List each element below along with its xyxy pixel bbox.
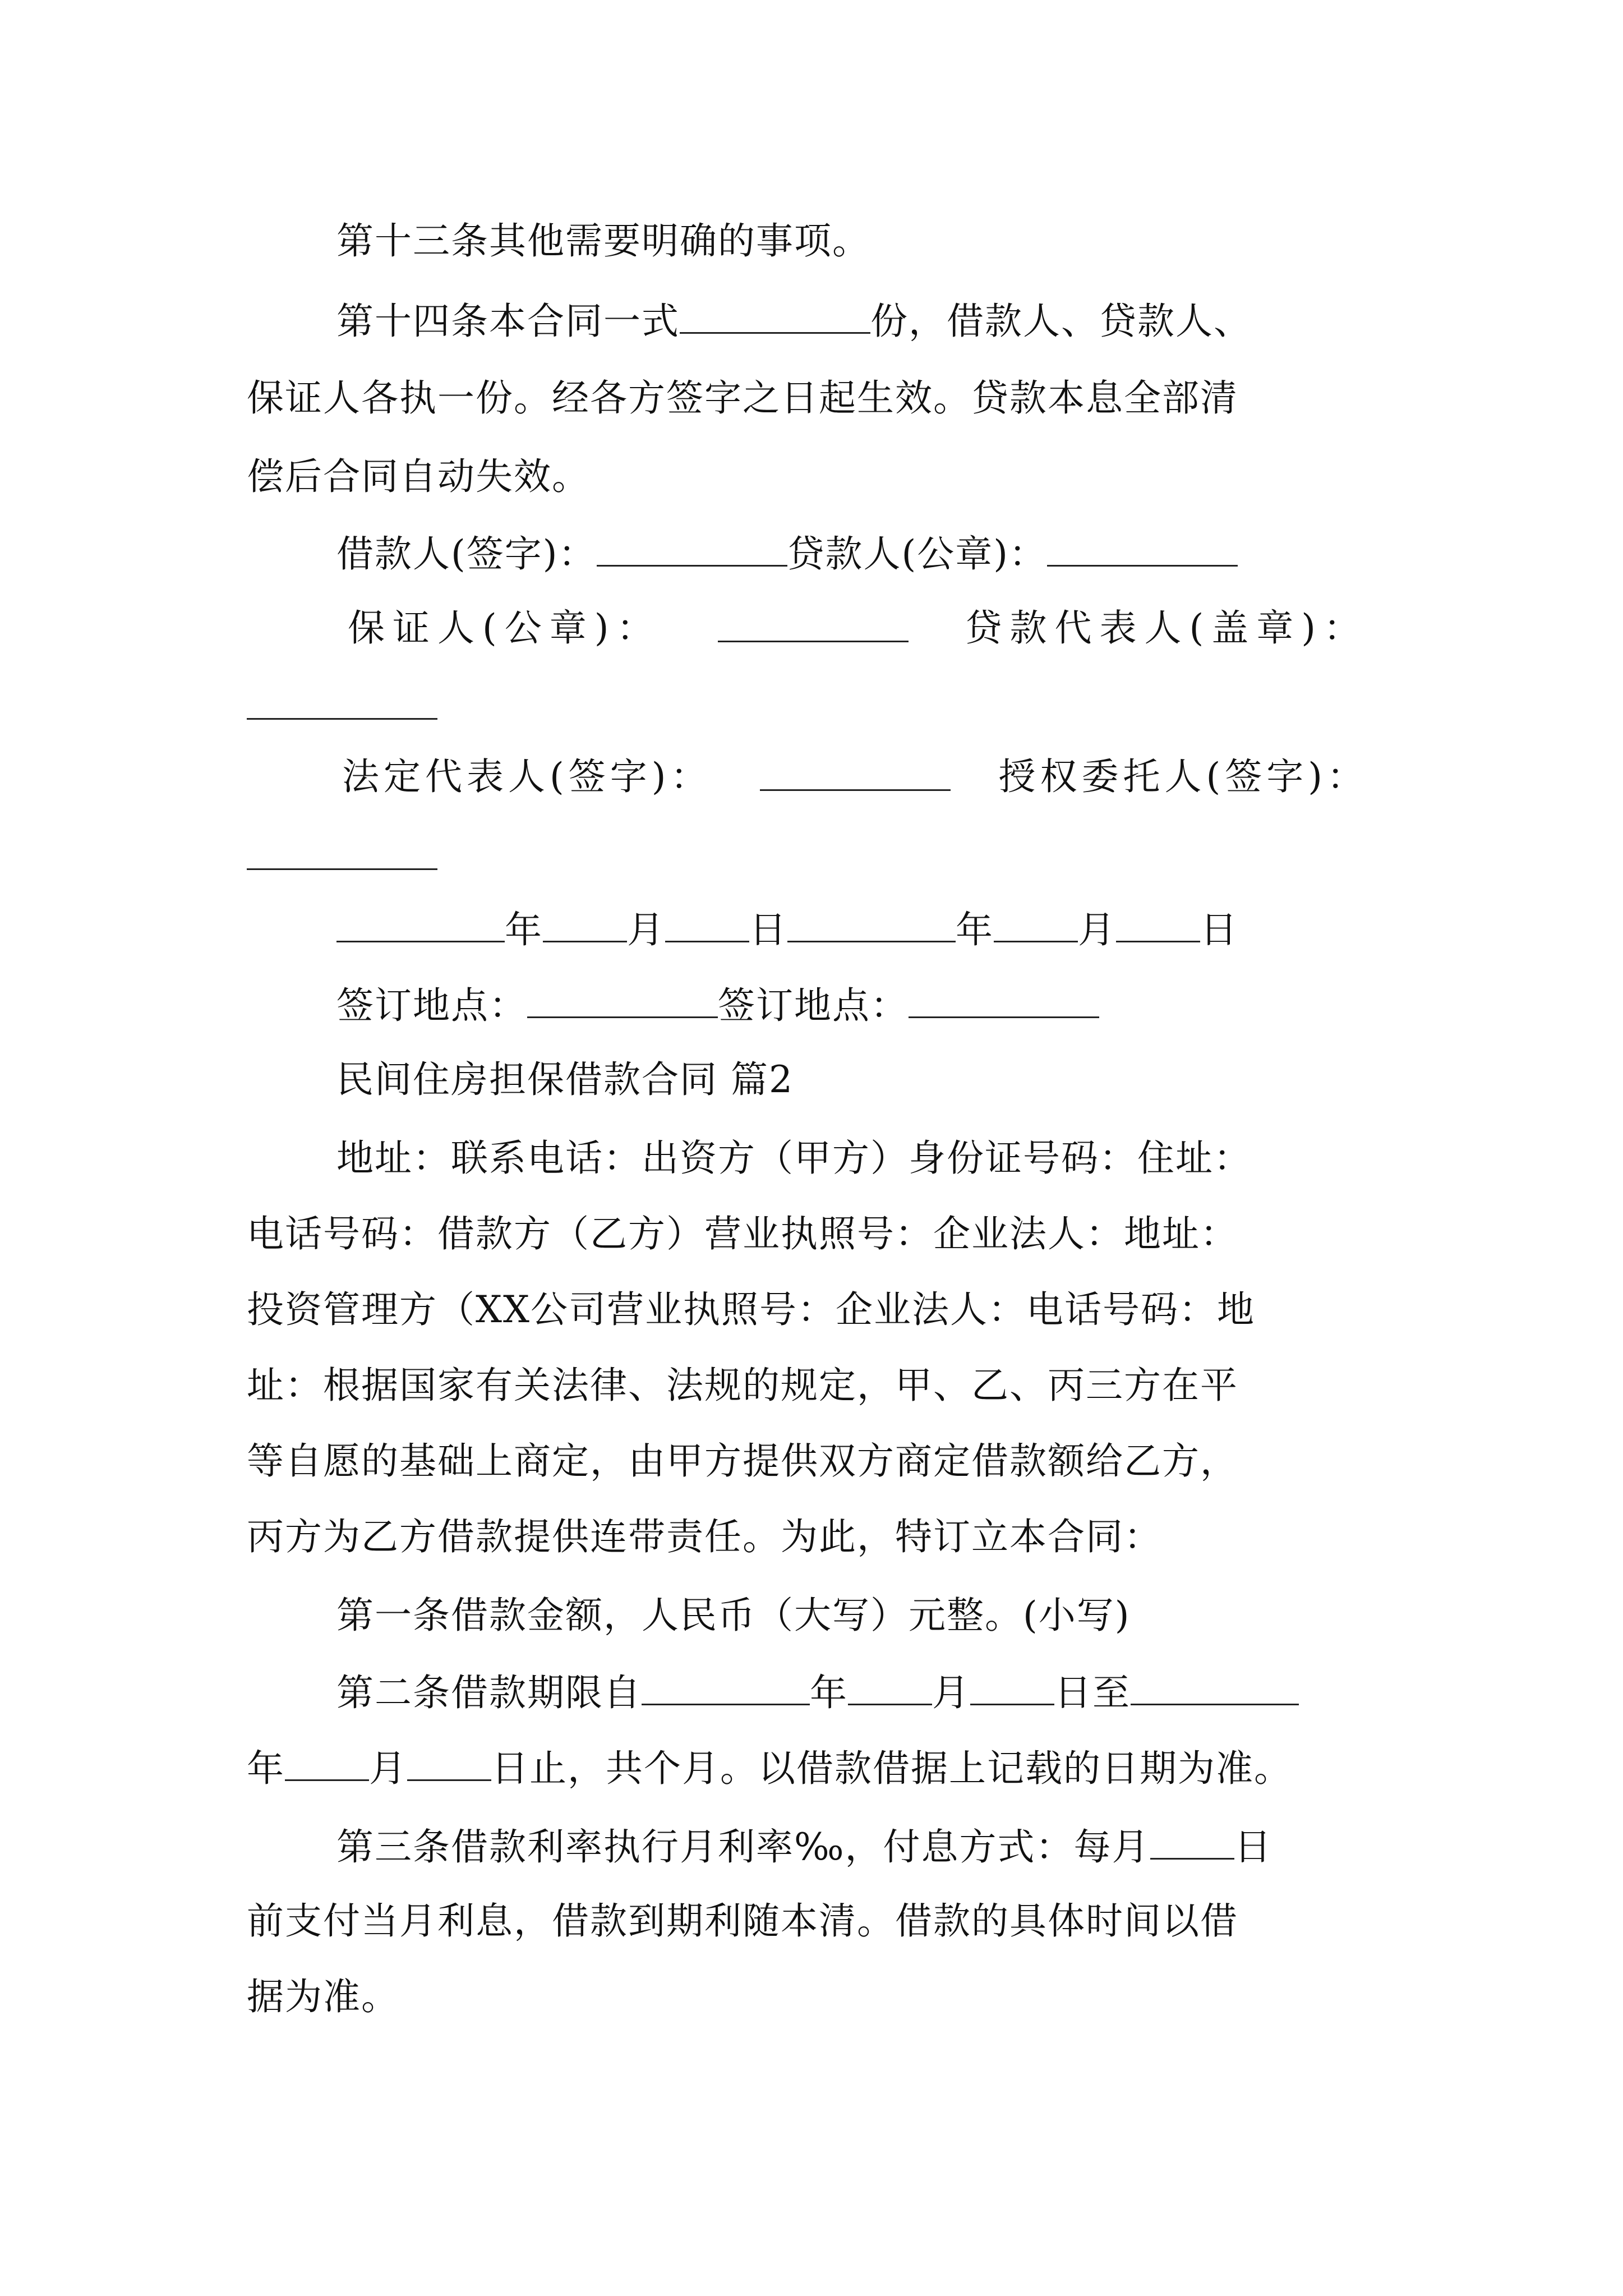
authorized-agent-blank[interactable] <box>247 868 437 870</box>
clause-14 <box>336 297 1402 344</box>
parties-text-2: 电话号码：借款方（乙方）营业执照号：企业法人：地址： <box>247 1212 1238 1255</box>
parties-text-1: 地址：联系电话：出资方（甲方）身份证号码：住址： <box>336 1137 1252 1180</box>
clause-2 <box>336 1669 1402 1715</box>
term-end-year-label: 年 <box>247 1747 285 1790</box>
clause-3-text-c: 前支付当月利息，借款到期利随本清。借款的具体时间以借 <box>247 1899 1238 1943</box>
signing-place-blank-2[interactable] <box>909 982 1099 1018</box>
legal-rep-blank[interactable] <box>760 754 951 791</box>
date-month-blank-2[interactable] <box>994 906 1078 942</box>
clause-14-line-3: 保证人各执一份。经各方签字之日起生效。贷款本息全部清 <box>247 376 1238 420</box>
lender-rep-blank[interactable] <box>247 718 437 720</box>
term-start-month-blank[interactable] <box>848 1669 932 1705</box>
clause-3-end <box>247 1975 1396 2019</box>
clause-14-text-a: 第十四条本合同一式 <box>336 300 680 343</box>
clause-1 <box>336 1593 1402 1638</box>
parties-line-1 <box>336 1136 1402 1181</box>
term-end-month-blank[interactable] <box>285 1745 369 1781</box>
preamble-text-3: 丙方为乙方借款提供连带责任。为此，特订立本合同： <box>247 1515 1162 1558</box>
clause-3-continued <box>247 1899 1396 1944</box>
date-month-blank-1[interactable] <box>543 906 627 942</box>
lender-seal-blank[interactable] <box>1047 530 1238 567</box>
clause-2-text-c: 日止，共个月。以借款借据上记载的日期为准。 <box>491 1747 1292 1790</box>
date-day-blank-2[interactable] <box>1116 906 1200 942</box>
borrower-sign-label: 借款人(签字)： <box>336 532 597 576</box>
date-row <box>336 906 1402 953</box>
clause-14-text-b: 份，借款人、贷款人、 <box>870 300 1252 343</box>
authorized-agent-label: 授权委托人(签字)： <box>998 755 1368 798</box>
legal-rep-label: 法定代表人(签字)： <box>342 755 712 798</box>
preamble-text-1: 址：根据国家有关法律、法规的规定，甲、乙、丙三方在平 <box>247 1364 1238 1407</box>
clause-1-text: 第一条借款金额，人民币（大写）元整。(小写) <box>336 1594 1131 1637</box>
section-heading <box>336 1057 1402 1102</box>
lender-rep-label: 贷款代表人(盖章)： <box>965 606 1368 650</box>
clause-14-end <box>247 454 1396 499</box>
signature-row-3 <box>342 754 1368 799</box>
clause-13 <box>336 219 1402 264</box>
parties-text-3: 投资管理方（XX公司营业执照号：企业法人：电话号码：地 <box>247 1288 1255 1331</box>
signing-place-label-2: 签订地点： <box>718 984 909 1027</box>
preamble-line-3 <box>247 1515 1396 1559</box>
clause-2-continued <box>247 1745 1396 1791</box>
signing-place-blank-1[interactable] <box>527 982 718 1018</box>
guarantor-seal-blank[interactable] <box>718 606 909 642</box>
copies-blank[interactable] <box>680 297 870 334</box>
term-start-day-blank[interactable] <box>970 1669 1054 1705</box>
date-year-label-2: 年 <box>956 908 994 951</box>
clause-3 <box>336 1823 1402 1870</box>
clause-2-text-a: 第二条借款期限自 <box>336 1671 642 1714</box>
clause-3-text-a: 第三条借款利率执行月利率‰，付息方式：每月 <box>336 1825 1150 1869</box>
section-heading-text: 民间住房担保借款合同 篇2 <box>336 1058 794 1101</box>
signing-place-row <box>336 982 1402 1028</box>
borrower-sign-blank[interactable] <box>597 530 787 567</box>
clause-13-text: 第十三条其他需要明确的事项。 <box>336 219 870 263</box>
clause-3-text-d: 据为准。 <box>247 1975 399 2018</box>
date-month-label-2: 月 <box>1078 908 1116 951</box>
guarantor-seal-label: 保证人(公章)： <box>348 606 662 650</box>
term-start-year-blank[interactable] <box>642 1669 810 1705</box>
term-end-day-blank[interactable] <box>407 1745 491 1781</box>
preamble-line-1 <box>247 1363 1396 1408</box>
term-end-year-blank[interactable] <box>1131 1669 1299 1705</box>
term-start-month-label: 月 <box>932 1671 970 1714</box>
parties-line-3 <box>247 1287 1396 1332</box>
date-day-blank-1[interactable] <box>665 906 749 942</box>
signature-row-1 <box>336 530 1402 577</box>
term-end-month-label: 月 <box>369 1747 407 1790</box>
signing-place-label-1: 签订地点： <box>336 984 527 1027</box>
preamble-text-2: 等自愿的基础上商定，由甲方提供双方商定借款额给乙方， <box>247 1439 1238 1483</box>
date-year-blank-1[interactable] <box>336 906 505 942</box>
interest-day-blank[interactable] <box>1150 1823 1234 1860</box>
preamble-line-2 <box>247 1439 1396 1484</box>
clause-14-continued <box>247 376 1396 421</box>
date-year-label-1: 年 <box>505 908 543 951</box>
clause-2-text-b: 日至 <box>1054 1671 1131 1714</box>
date-day-label-2: 日 <box>1200 908 1238 951</box>
date-month-label-1: 月 <box>627 908 665 951</box>
term-start-year-label: 年 <box>810 1671 848 1714</box>
date-day-label-1: 日 <box>749 908 787 951</box>
clause-3-text-b: 日 <box>1234 1825 1272 1869</box>
parties-line-2 <box>247 1212 1396 1257</box>
clause-14-line-4: 偿后合同自动失效。 <box>247 455 590 498</box>
signature-row-2 <box>348 606 1368 651</box>
lender-seal-label: 贷款人(公章)： <box>787 532 1047 576</box>
date-year-blank-2[interactable] <box>787 906 956 942</box>
